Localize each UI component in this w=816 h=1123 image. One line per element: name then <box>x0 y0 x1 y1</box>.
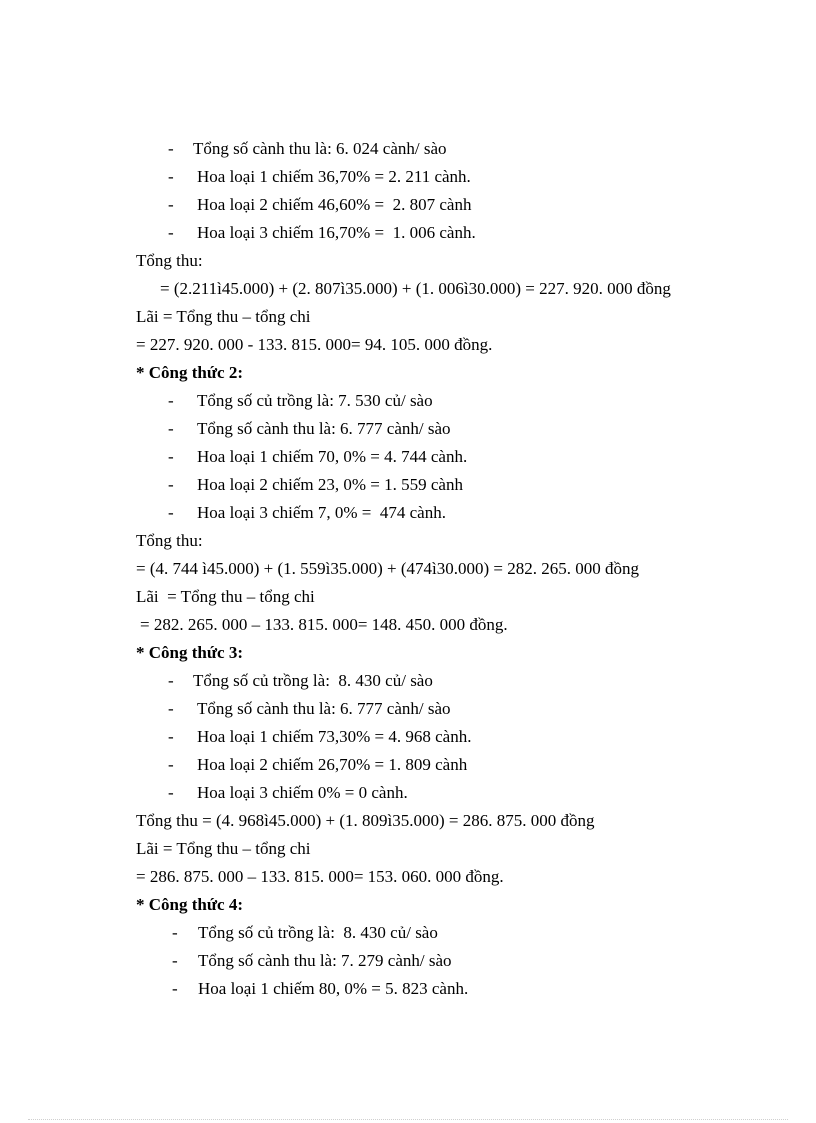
list-item-text: Hoa loại 3 chiếm 7, 0% = 474 cành. <box>197 503 446 522</box>
list-item-text: Tổng số cành thu là: 6. 777 cành/ sào <box>197 699 451 718</box>
list-item-text: Tổng số củ trồng là: 8. 430 củ/ sào <box>198 923 438 942</box>
bullet-dash: - <box>168 783 174 802</box>
list-item-text: Hoa loại 3 chiếm 0% = 0 cành. <box>197 783 408 802</box>
bullet-dash: - <box>168 195 174 214</box>
profit-result: = 227. 920. 000 - 133. 815. 000= 94. 105. 000 đồng. <box>136 335 493 354</box>
total-revenue-formula: = (2.211ì45.000) + (2. 807ì35.000) + (1. 006ì30.000) = 227. 920. 000 đồng <box>160 279 671 298</box>
list-item-text: Hoa loại 1 chiếm 80, 0% = 5. 823 cành. <box>198 979 469 998</box>
section-heading: * Công thức 3: <box>136 643 244 662</box>
list-item-text: Hoa loại 1 chiếm 73,30% = 4. 968 cành. <box>197 727 472 746</box>
total-revenue-formula: Tổng thu = (4. 968ì45.000) + (1. 809ì35.000) = 286. 875. 000 đồng <box>136 811 595 830</box>
list-item-text: Hoa loại 3 chiếm 16,70% = 1. 006 cành. <box>197 223 476 242</box>
profit-result: = 286. 875. 000 – 133. 815. 000= 153. 060. 000 đồng. <box>136 867 504 886</box>
bullet-dash: - <box>168 447 174 466</box>
bullet-dash: - <box>168 419 174 438</box>
bullet-dash: - <box>168 391 174 410</box>
list-item-text: Tổng số cành thu là: 7. 279 cành/ sào <box>198 951 452 970</box>
list-item-text: Tổng số cành thu là: 6. 777 cành/ sào <box>197 419 451 438</box>
bullet-dash: - <box>172 979 178 998</box>
total-revenue-formula: = (4. 744 ì45.000) + (1. 559ì35.000) + (474ì30.000) = 282. 265. 000 đồng <box>136 559 639 578</box>
profit-label: Lãi = Tổng thu – tổng chi <box>136 307 311 326</box>
bullet-dash: - <box>168 671 174 690</box>
bullet-dash: - <box>172 923 178 942</box>
section-heading: * Công thức 2: <box>136 363 244 382</box>
list-item-text: Hoa loại 2 chiếm 23, 0% = 1. 559 cành <box>197 475 463 494</box>
bullet-dash: - <box>168 139 174 158</box>
bullet-dash: - <box>168 475 174 494</box>
profit-label: Lãi = Tổng thu – tổng chi <box>136 587 315 606</box>
profit-label: Lãi = Tổng thu – tổng chi <box>136 839 311 858</box>
bullet-dash: - <box>172 951 178 970</box>
list-item-text: Tổng số cành thu là: 6. 024 cành/ sào <box>193 139 447 158</box>
section-heading: * Công thức 4: <box>136 895 244 914</box>
total-revenue-label: Tổng thu: <box>136 251 203 270</box>
list-item-text: Hoa loại 2 chiếm 26,70% = 1. 809 cành <box>197 755 468 774</box>
list-item-text: Tổng số củ trồng là: 8. 430 củ/ sào <box>193 671 433 690</box>
bullet-dash: - <box>168 503 174 522</box>
bullet-dash: - <box>168 699 174 718</box>
list-item <box>172 978 469 1066</box>
bullet-dash: - <box>168 727 174 746</box>
bullet-dash: - <box>168 755 174 774</box>
bullet-dash: - <box>168 167 174 186</box>
bullet-dash: - <box>168 223 174 242</box>
page-footer-rule <box>28 1119 788 1120</box>
list-item-text: Tổng số củ trồng là: 7. 530 củ/ sào <box>197 391 433 410</box>
profit-result: = 282. 265. 000 – 133. 815. 000= 148. 450. 000 đồng. <box>140 615 508 634</box>
list-item-text: Hoa loại 1 chiếm 70, 0% = 4. 744 cành. <box>197 447 468 466</box>
total-revenue-label: Tổng thu: <box>136 531 203 550</box>
list-item-text: Hoa loại 1 chiếm 36,70% = 2. 211 cành. <box>197 167 471 186</box>
list-item-text: Hoa loại 2 chiếm 46,60% = 2. 807 cành <box>197 195 472 214</box>
